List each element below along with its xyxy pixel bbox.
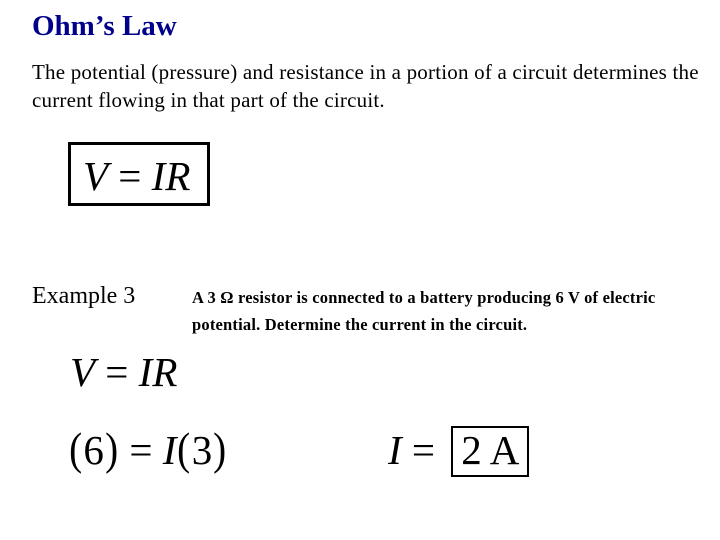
ohms-law-formula (83, 153, 191, 199)
formula-rhs: IR (151, 153, 191, 199)
open-paren: ( (69, 423, 83, 474)
close-paren: ) (213, 423, 227, 474)
step1-equals: = (105, 349, 129, 395)
intro-text: The potential (pressure) and resistance in a portion of a circuit determines the current flowing in that part of the circuit. (32, 60, 699, 112)
step1-rhs: IR (138, 349, 178, 395)
slide-title: Ohm’s Law (32, 10, 177, 42)
solution-result (388, 426, 529, 477)
current-symbol: I (162, 427, 177, 473)
step1-lhs: V (70, 349, 96, 395)
step2-equals: = (129, 427, 153, 473)
open-paren: ( (177, 423, 191, 474)
formula-lhs: V (83, 153, 109, 199)
answer-box: 2 A (451, 426, 529, 477)
result-equals: = (411, 427, 436, 473)
solution-step-substitution (68, 423, 228, 474)
close-paren: ) (104, 423, 119, 474)
resistance-value: 3 (191, 427, 213, 473)
example-label: Example 3 (32, 283, 136, 309)
formula-equals: = (118, 153, 142, 199)
result-lhs: I (388, 427, 402, 473)
example-problem-text: A 3 Ω resistor is connected to a battery producing 6 V of electric potential. Determine the current in the circuit. (192, 288, 656, 334)
solution-step-formula (70, 349, 178, 395)
ohms-law-formula-box (68, 142, 210, 206)
voltage-value: 6 (83, 427, 104, 473)
